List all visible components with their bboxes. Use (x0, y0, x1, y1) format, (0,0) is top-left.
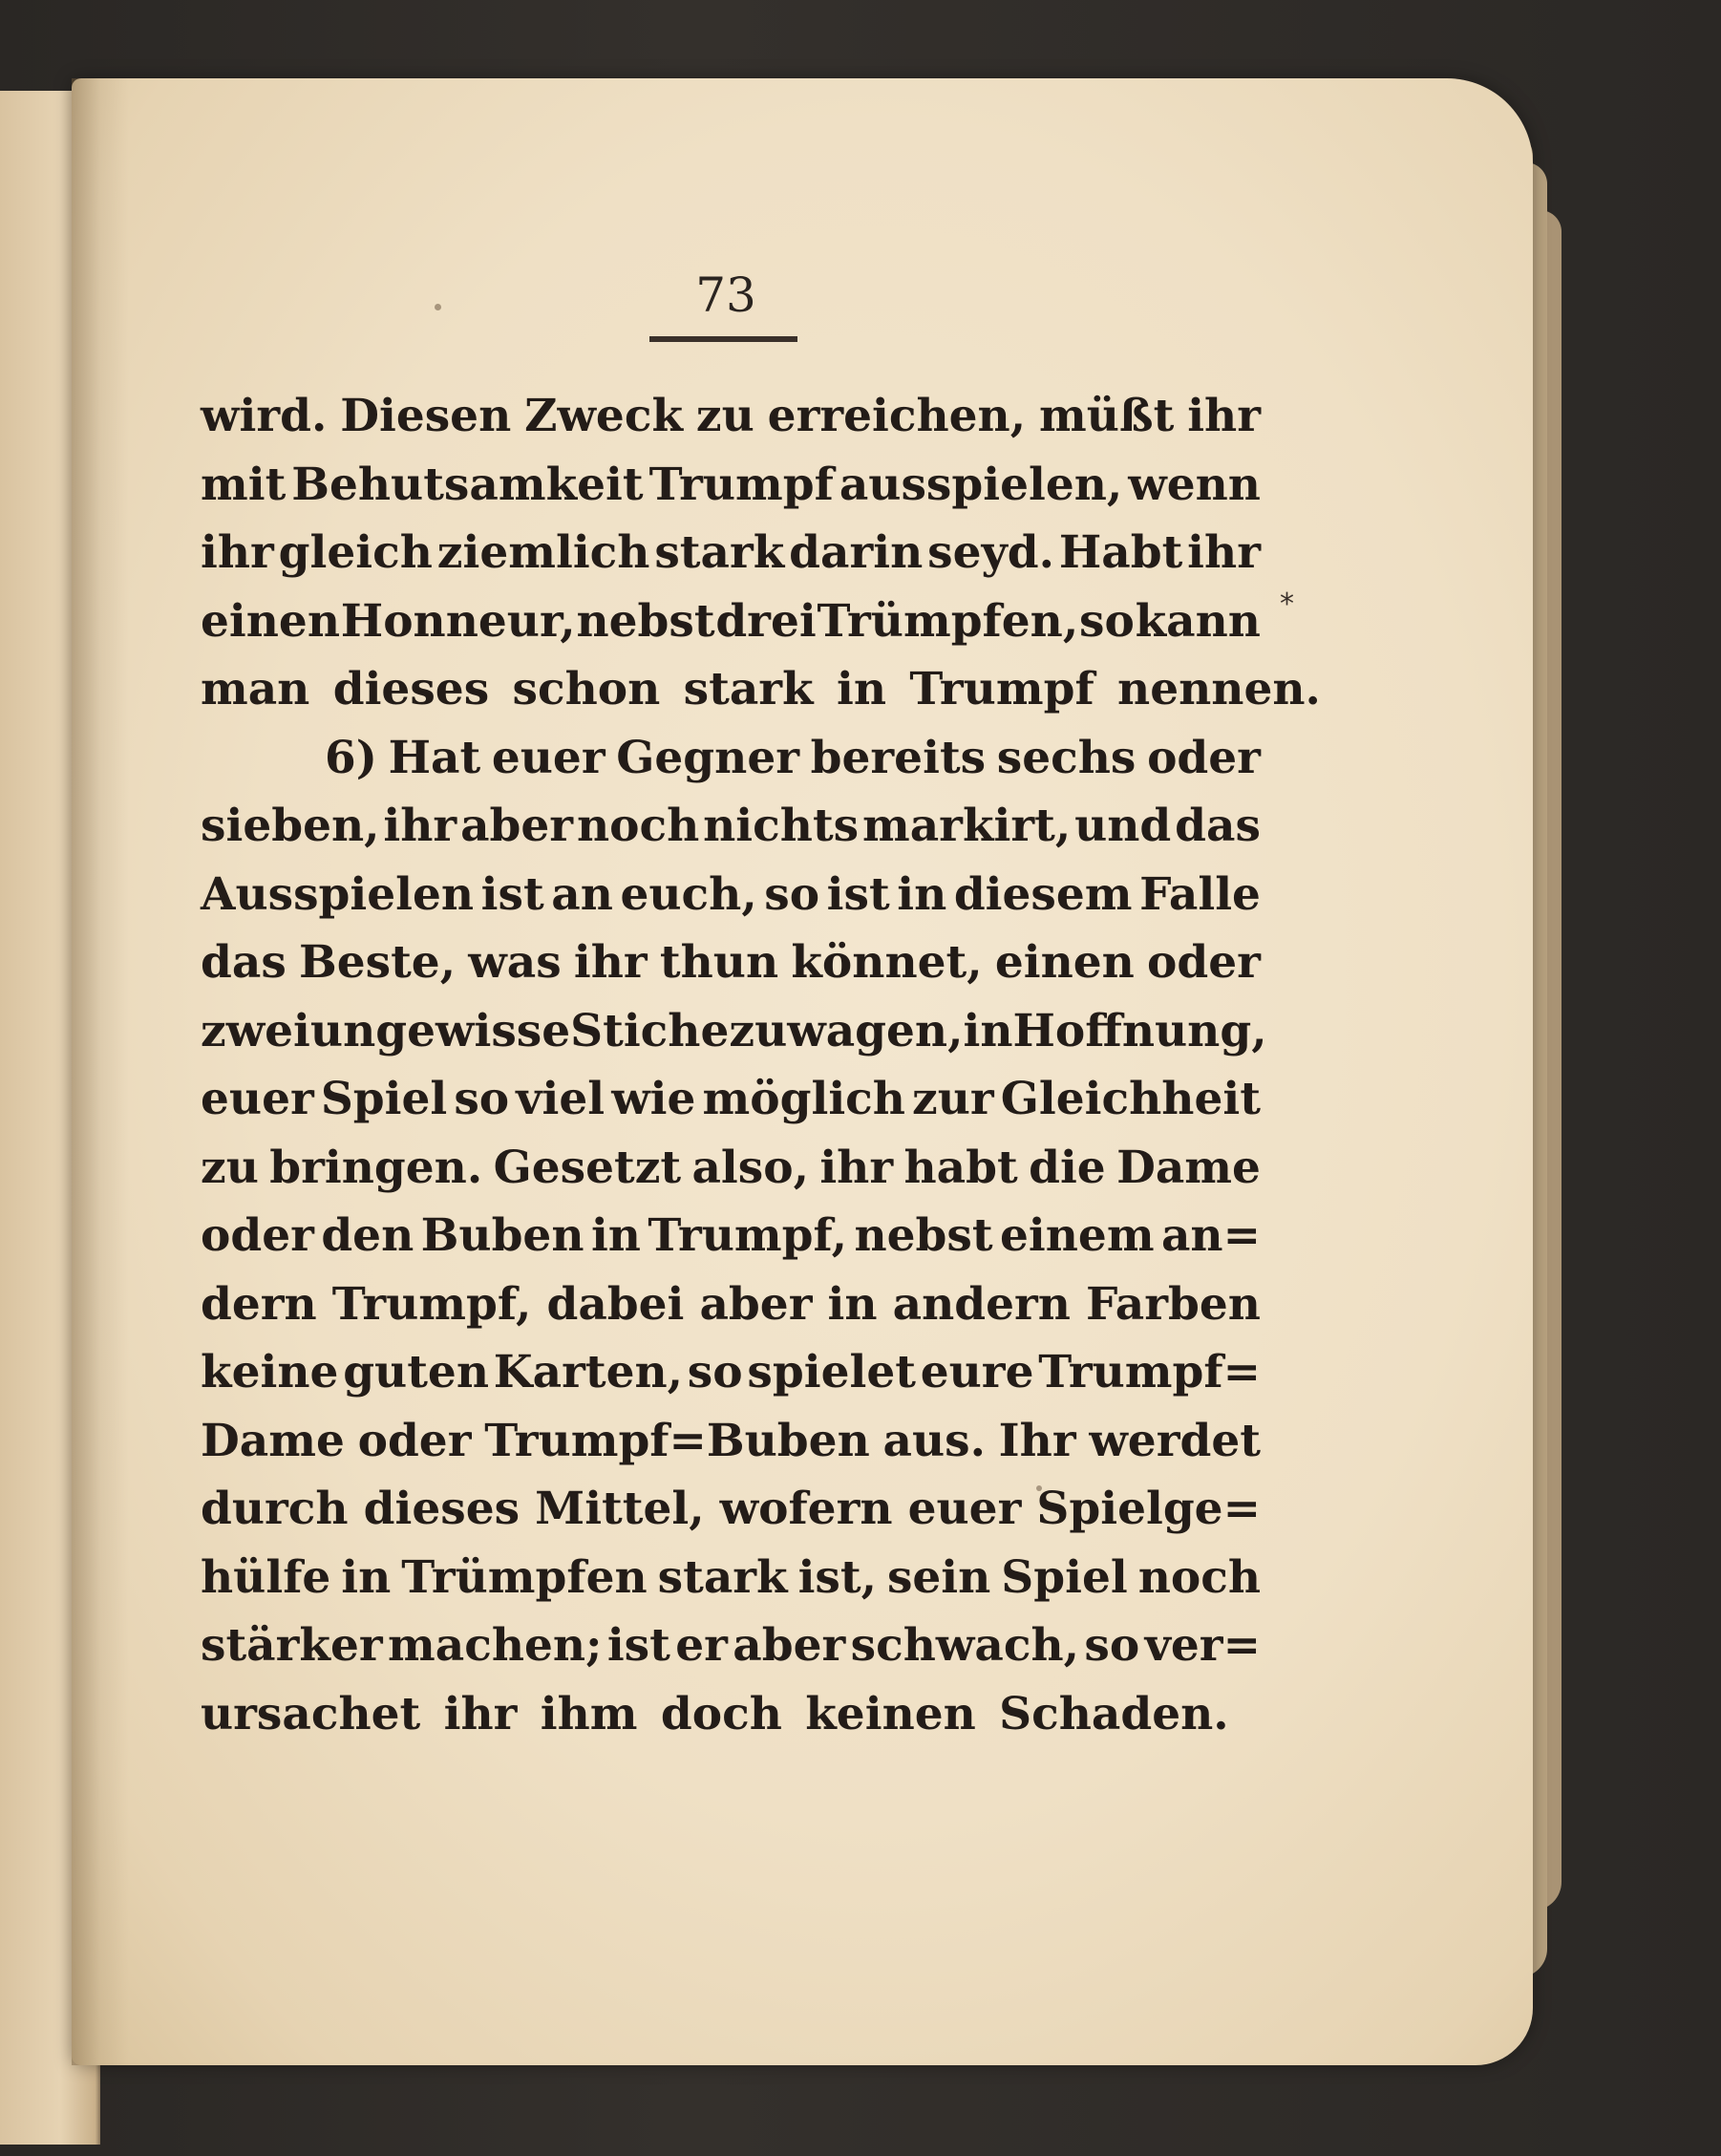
text-line: sieben, ihr aber noch nichts markirt, und das (201, 800, 1261, 852)
text-line: 6) Hat euer Gegner bereits sechs oder (325, 731, 1261, 784)
text-line: einen Honneur, nebst drei Trümpfen, so kann (201, 594, 1261, 648)
text-line: stärker machen; ist er aber schwach, so ver= (201, 1619, 1261, 1672)
text-line: hülfe in Trümpfen stark ist, sein Spiel noch (201, 1550, 1261, 1604)
text-line: euer Spiel so viel wie möglich zur Gleichheit (201, 1073, 1261, 1125)
page-number-rule (649, 336, 797, 342)
text-line: man dieses schon stark in Trumpf nennen. (201, 663, 1321, 715)
body-text (201, 382, 1321, 1748)
text-line: ursachet ihr ihm doch keinen Schaden. (201, 1687, 1229, 1740)
text-line: Dame oder Trumpf=Buben aus. Ihr werdet (201, 1414, 1261, 1467)
page-gutter-shadow (72, 78, 129, 2065)
text-line: keine guten Karten, so spielet eure Trumpf= (201, 1346, 1261, 1398)
text-line: ihr gleich ziemlich stark darin seyd. Habt ihr (201, 526, 1261, 579)
text-line: oder den Buben in Trumpf, nebst einem an= (201, 1209, 1261, 1262)
text-line: zu bringen. Gesetzt also, ihr habt die Dame (201, 1141, 1261, 1194)
page-number: 73 (695, 267, 756, 323)
text-line: zwei ungewisse Stiche zu wagen, in Hoffnung, (201, 1004, 1267, 1057)
text-line: dern Trumpf, dabei aber in andern Farben (201, 1277, 1261, 1331)
text-line: durch dieses Mittel, wofern euer Spielge= (201, 1483, 1261, 1535)
text-line: Ausspielen ist an euch, so ist in diesem Falle (201, 867, 1261, 921)
marginal-mark: * (1280, 587, 1294, 621)
paper-speck (435, 304, 441, 310)
text-line: das Beste, was ihr thun könnet, einen oder (201, 936, 1261, 989)
text-line: wird. Diesen Zweck zu erreichen, müßt ihr (201, 390, 1261, 442)
text-line: mit Behutsamkeit Trumpf ausspielen, wenn (201, 458, 1261, 511)
